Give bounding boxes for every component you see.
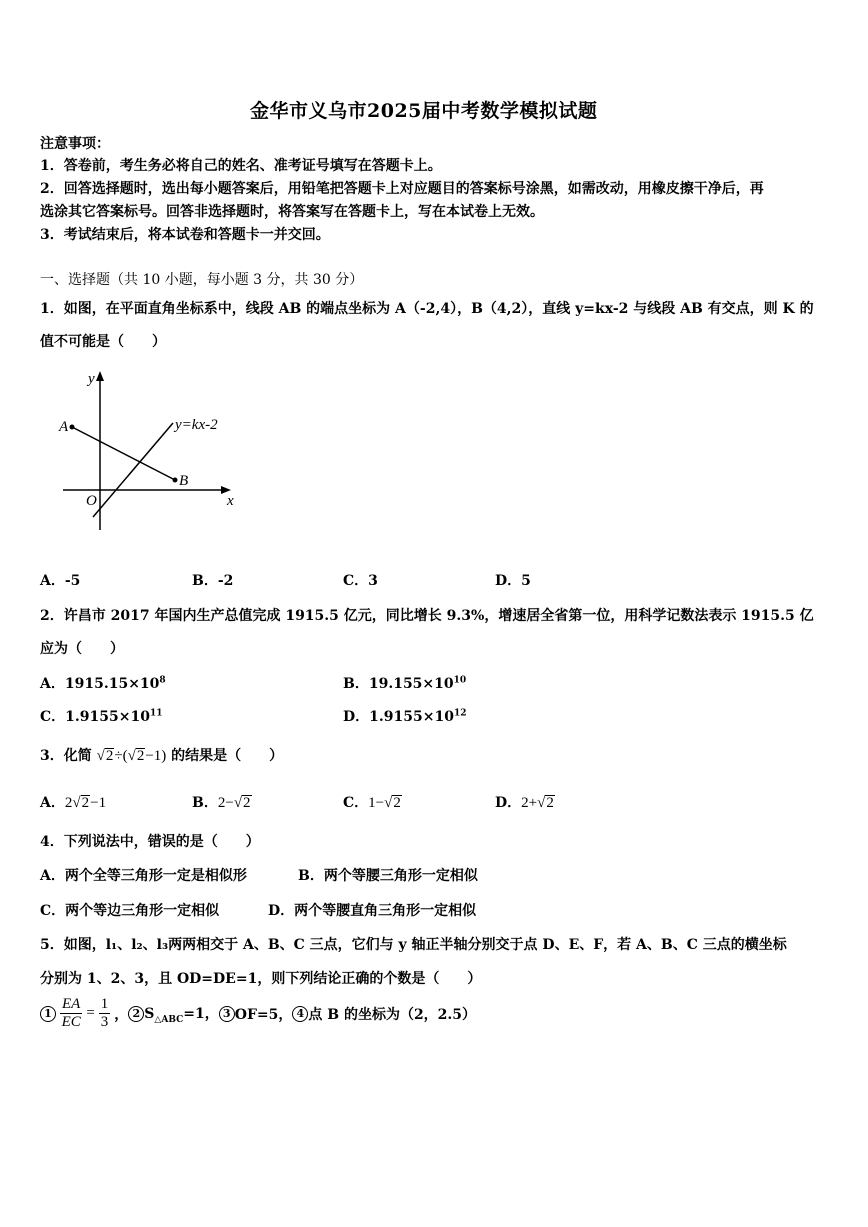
question-3-stem bbox=[40, 745, 283, 765]
question-1-stem: 1．如图，在平面直角坐标系中，线段 AB 的端点坐标为 A（-2,4），B（4,2），直线 y=kx-2 与线段 AB 有交点，则 K 的 bbox=[40, 301, 814, 317]
question-3-suffix: 的结果是（ ） bbox=[171, 748, 284, 764]
area-statement: $S_{\triangle ABC}=1$， bbox=[144, 1005, 219, 1025]
x-axis-label: x bbox=[227, 493, 234, 509]
option-label: C． bbox=[40, 709, 66, 725]
option-value: 19.155×10 bbox=[368, 676, 454, 692]
question-1-stem-cont: 值不可能是（ ） bbox=[40, 334, 166, 350]
option-label: D． bbox=[343, 709, 370, 725]
y-axis-label: y bbox=[88, 371, 95, 387]
option-exponent: 8 bbox=[159, 675, 166, 686]
option-a: A．-5 bbox=[40, 573, 81, 589]
circled-1: 1 bbox=[40, 1006, 56, 1022]
option-label: A． bbox=[40, 676, 65, 692]
question-3-prefix: 3．化简 bbox=[40, 748, 92, 764]
point-b-statement: 点 B 的坐标为（2，2.5） bbox=[308, 1006, 477, 1023]
y-axis-arrow bbox=[96, 371, 104, 381]
note-item: 选涂其它答案标号。回答非选择题时，将答案写在答题卡上，写在本试卷上无效。 bbox=[40, 204, 544, 220]
circled-3: 3 bbox=[219, 1006, 235, 1022]
of-statement: OF=5， bbox=[234, 1006, 293, 1023]
line-kx-2 bbox=[93, 423, 173, 517]
option-a bbox=[40, 673, 166, 693]
option-exponent: 12 bbox=[453, 708, 467, 719]
question-4-stem: 4．下列说法中，错误的是（ ） bbox=[40, 834, 260, 850]
section-heading: 一、选择题（共 10 小题，每小题 3 分，共 30 分） bbox=[40, 272, 364, 288]
question-5-stem: 5．如图，l₁、l₂、l₃两两相交于 A、B、C 三点，它们与 y 轴正半轴分别交于点 D、E、F，若 A、B、C 三点的横坐标 bbox=[40, 937, 787, 953]
circled-2: 2 bbox=[128, 1006, 144, 1022]
origin-label: O bbox=[86, 493, 97, 509]
option-value: 1.9155×10 bbox=[65, 709, 150, 725]
option-a: A．两个全等三角形一定是相似形 bbox=[40, 868, 247, 884]
sqrt-expression: √2÷(√2−1) bbox=[96, 748, 167, 764]
option-c: C．两个等边三角形一定相似 bbox=[40, 903, 220, 919]
point-a-label: A bbox=[59, 419, 69, 435]
option-d: D．5 bbox=[495, 573, 531, 589]
question-5-statements: 1 $\frac{EA}{EC}$ = $\frac{1}{3}$ ， 2 $S_{\triangle ABC}=1$， 3 OF=5， 4 点 B 的坐标为（2，2.5） bbox=[40, 996, 476, 1031]
question-2-stem-cont: 应为（ ） bbox=[40, 641, 124, 657]
circled-4: 4 bbox=[292, 1006, 308, 1022]
fraction-one-third: $\frac{1}{3}$ bbox=[100, 996, 109, 1030]
option-exponent: 10 bbox=[453, 675, 467, 686]
option-b: B．-2 bbox=[192, 573, 234, 589]
option-c: C．3 bbox=[343, 573, 378, 589]
note-item: 2．回答选择题时，选出每小题答案后，用铅笔把答题卡上对应题目的答案标号涂黑，如需改动，用橡皮擦干净后，再 bbox=[40, 181, 764, 197]
point-a bbox=[70, 425, 75, 430]
option-c bbox=[40, 706, 162, 726]
option-value: 1.9155×10 bbox=[369, 709, 454, 725]
point-b-label: B bbox=[179, 473, 189, 489]
option-c: C．1−√2 bbox=[343, 795, 401, 811]
option-label: B． bbox=[343, 676, 369, 692]
note-item: 3．考试结束后，将本试卷和答题卡一并交回。 bbox=[40, 227, 330, 243]
option-d bbox=[343, 706, 466, 726]
question-5-stem-cont: 分别为 1、2、3，且 OD=DE=1，则下列结论正确的个数是（ ） bbox=[40, 971, 482, 987]
option-b: B．两个等腰三角形一定相似 bbox=[298, 868, 478, 884]
note-item: 1．答卷前，考生务必将自己的姓名、准考证号填写在答题卡上。 bbox=[40, 158, 442, 174]
question-1-figure bbox=[55, 365, 245, 535]
segment-ab bbox=[72, 427, 175, 480]
option-d: D．2+√2 bbox=[495, 795, 554, 811]
fraction-ea-ec: $\frac{EA}{EC}$ bbox=[61, 996, 81, 1030]
point-b bbox=[173, 478, 178, 483]
option-b: B．2−√2 bbox=[192, 795, 251, 811]
option-value: 1915.15×10 bbox=[64, 676, 160, 692]
option-b bbox=[343, 673, 466, 693]
line-label: y=kx-2 bbox=[175, 417, 218, 433]
option-a: A．2√2−1 bbox=[40, 795, 107, 811]
notes-heading: 注意事项： bbox=[40, 136, 110, 152]
page-title: 金华市义乌市2025届中考数学模拟试题 bbox=[250, 100, 598, 122]
option-d: D．两个等腰直角三角形一定相似 bbox=[268, 903, 477, 919]
question-2-stem: 2．许昌市 2017 年国内生产总值完成 1915.5 亿元，同比增长 9.3%，增速居全省第一位，用科学记数法表示 1915.5 亿 bbox=[40, 608, 814, 624]
option-exponent: 11 bbox=[149, 708, 163, 719]
